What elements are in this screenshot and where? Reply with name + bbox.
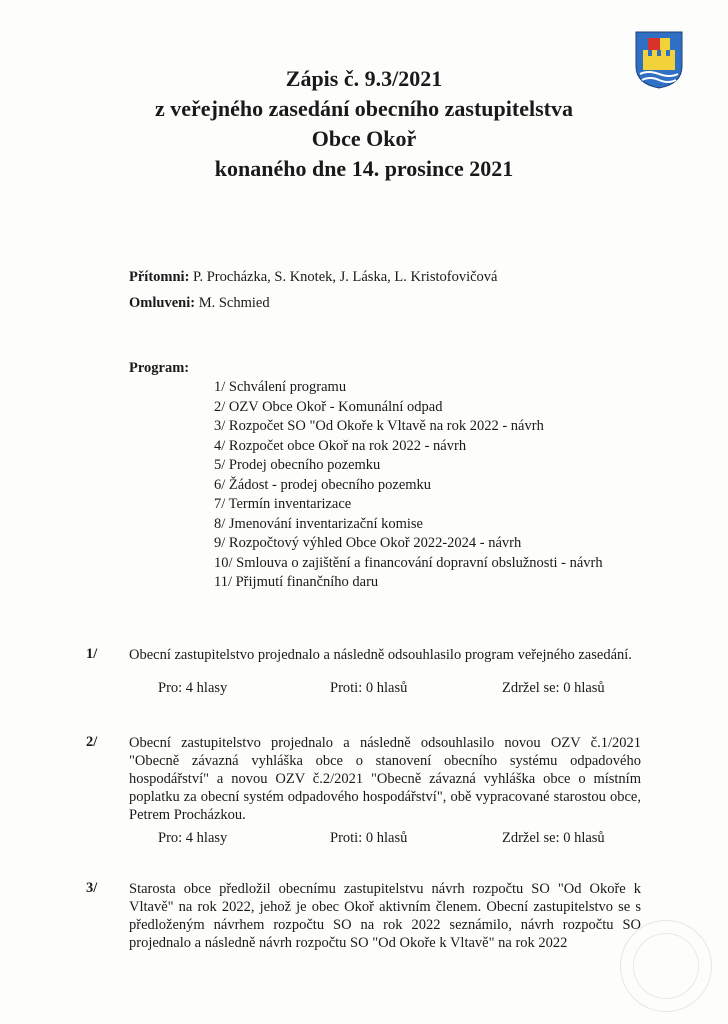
faded-stamp-seal bbox=[620, 920, 712, 1012]
program-item: 2/ OZV Obce Okoř - Komunální odpad bbox=[214, 398, 443, 415]
present-row bbox=[129, 264, 497, 290]
section-text: Obecní zastupitelstvo projednalo a následně odsouhlasilo novou OZV č.1/2021 "Obecně závazná vyhláška obce o stanovení obecního systému odpadového hospodářství" a novou OZV č.2/2021 "Obecně závazná vyhláška obce o místním poplatku za obecní systém odpadového hospodářství", obě vypracované starostou obce, Petrem Procházkou. bbox=[129, 735, 641, 823]
program-item: 10/ Smlouva o zajištění a financování dopravní obslužnosti - návrh bbox=[214, 554, 603, 571]
faded-stamp-inner bbox=[633, 933, 699, 999]
program-item: 3/ Rozpočet SO "Od Okoře k Vltavě na rok 2022 - návrh bbox=[214, 418, 544, 434]
title-line-3: Obce Okoř bbox=[311, 126, 417, 151]
program-item: 6/ Žádost - prodej obecního pozemku bbox=[214, 476, 432, 493]
program-item: 11/ Přijmutí finančního daru bbox=[214, 574, 379, 590]
program-item: 8/ Jmenování inventarizační komise bbox=[214, 515, 423, 532]
program-label: Program: bbox=[129, 360, 190, 376]
votes-abstain: Zdržel se: 0 hlasů bbox=[502, 680, 605, 696]
votes-abstain: Zdržel se: 0 hlasů bbox=[502, 830, 605, 846]
section-text: Obecní zastupitelstvo projednalo a následně odsouhlasilo program veřejného zasedání. bbox=[129, 647, 632, 663]
program-item: 9/ Rozpočtový výhled Obce Okoř 2022-2024 - návrh bbox=[214, 535, 522, 551]
title-line-4: konaného dne 14. prosince 2021 bbox=[214, 156, 514, 181]
section-number: 3/ bbox=[86, 880, 98, 896]
title-line-1: Zápis č. 9.3/2021 bbox=[285, 66, 443, 91]
votes-for: Pro: 4 hlasy bbox=[158, 680, 228, 696]
votes-against: Proti: 0 hlasů bbox=[330, 830, 408, 846]
program-item: 1/ Schválení programu bbox=[214, 379, 347, 395]
votes-for: Pro: 4 hlasy bbox=[158, 830, 228, 846]
document-title bbox=[100, 64, 628, 184]
program-item: 4/ Rozpočet obce Okoř na rok 2022 - návrh bbox=[214, 437, 467, 454]
municipal-crest-icon bbox=[634, 30, 684, 90]
section-number: 1/ bbox=[86, 646, 98, 662]
program-item: 5/ Prodej obecního pozemku bbox=[214, 457, 381, 473]
section-text: Starosta obce předložil obecnímu zastupitelstvu návrh rozpočtu SO "Od Okoře k Vltavě" na rok 2022, jehož je obec Okoř aktivním členem. Obecní zastupitelstvo se s předloženým návrhem rozpočtu SO na rok 2022 seznámilo, návrh rozpočtu SO projednalo a následně návrh rozpočtu SO "Od Okoře k Vltavě" na rok 2022 bbox=[129, 881, 641, 951]
program-item: 7/ Termín inventarizace bbox=[214, 496, 352, 512]
attendance-block bbox=[129, 264, 497, 316]
section-number: 2/ bbox=[86, 734, 98, 750]
present-label: Přítomni: bbox=[129, 269, 190, 285]
present-names: P. Procházka, S. Knotek, J. Láska, L. Kristofovičová bbox=[193, 269, 498, 285]
program-list bbox=[214, 378, 603, 593]
excused-names: M. Schmied bbox=[198, 295, 270, 311]
excused-label: Omluveni: bbox=[129, 295, 196, 311]
excused-row bbox=[129, 290, 497, 316]
votes-against: Proti: 0 hlasů bbox=[330, 680, 408, 696]
title-line-2: z veřejného zasedání obecního zastupitelstva bbox=[155, 96, 573, 121]
